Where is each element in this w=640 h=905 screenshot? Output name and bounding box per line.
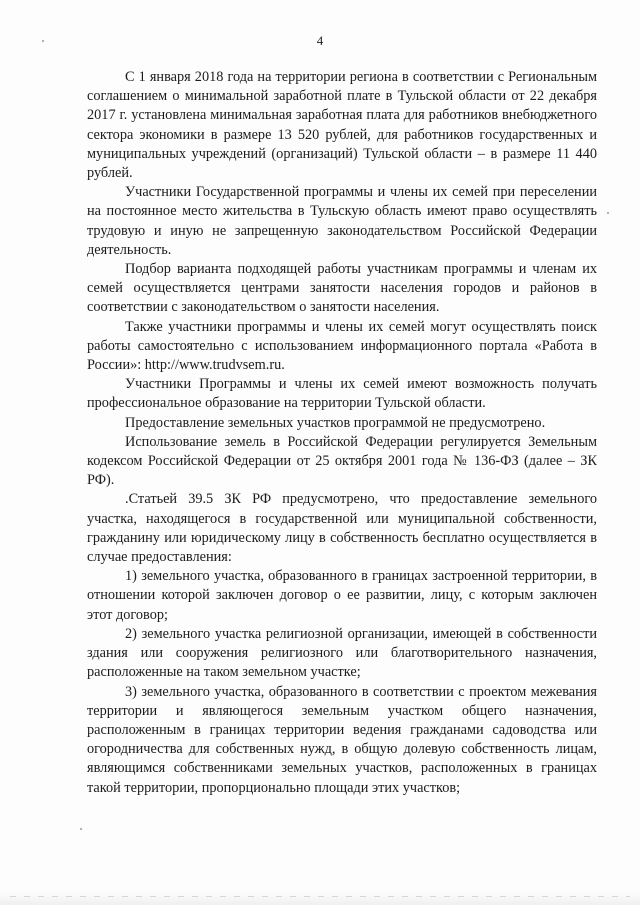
paragraph-land-code: Использование земель в Российской Федерации регулируется Земельным кодексом Российской Федерации от 25 октября 2001 года № 136-ФЗ (далее – ЗК РФ). bbox=[87, 433, 597, 489]
scan-speck bbox=[42, 40, 44, 42]
document-body bbox=[87, 68, 597, 798]
scan-bottom-edge bbox=[0, 891, 640, 905]
scan-bottom-noise bbox=[10, 896, 630, 897]
scan-speck bbox=[607, 212, 609, 214]
list-item-2: 2) земельного участка религиозной организации, имеющей в собственности здания или сооружения религиозного или благотворительного назначения, расположенные на таком земельном участке; bbox=[87, 625, 597, 681]
scan-speck bbox=[80, 828, 82, 830]
page-number: 4 bbox=[316, 33, 324, 48]
paragraph-article-39-5: .Статьей 39.5 ЗК РФ предусмотрено, что предоставление земельного участка, находящегося в государственной или муниципальной собственности, гражданину или юридическому лицу в собственность бесплатно осуществляется в случае предоставления: bbox=[87, 491, 597, 566]
paragraph-minimum-wage: С 1 января 2018 года на территории региона в соответствии с Региональным соглашением о минимальной заработной плате в Тульской области от 22 декабря 2017 г. установлена минимальная заработная плата для работников внебюджетного сектора экономики в размере 13 520 рублей, для работников государственных и муниципальных учреждений (организаций) Тульской области – в размере 11 440 рублей. bbox=[87, 69, 597, 182]
paragraph-job-portal: Также участники программы и члены их семей могут осуществлять поиск работы самостоятельно с использованием информационного портала «Работа в России»: http://www.trudvsem.ru. bbox=[87, 318, 597, 374]
paragraph-land-not-provided: Предоставление земельных участков программой не предусмотрено. bbox=[125, 414, 546, 431]
list-item-1: 1) земельного участка, образованного в границах застроенной территории, в отношении которой заключен договор о ее развитии, лицу, с которым заключен этот договор; bbox=[87, 568, 597, 623]
paragraph-education: Участники Программы и члены их семей имеют возможность получать профессиональное образование на территории Тульской области. bbox=[87, 376, 597, 412]
paragraph-job-matching: Подбор варианта подходящей работы участникам программы и членам их семей осуществляется центрами занятости населения городов и районов в соответствии с законодательством о занятости населения. bbox=[87, 261, 597, 316]
paragraph-right-to-work: Участники Государственной программы и члены их семей при переселении на постоянное место жительства в Тульскую область имеют право осуществлять трудовую и иную не запрещенную законодательством Российской Федерации деятельность. bbox=[87, 184, 597, 258]
list-item-3: 3) земельного участка, образованного в соответствии с проектом межевания территории и являющегося земельным участком общего назначения, расположенным в границах территории ведения гражданами садоводства или огородничества для собственных нужд, в общую долевую собственность лицам, являющимся собственниками земельных участков, расположенных в границах такой территории, пропорционально площади этих участков; bbox=[87, 683, 597, 796]
